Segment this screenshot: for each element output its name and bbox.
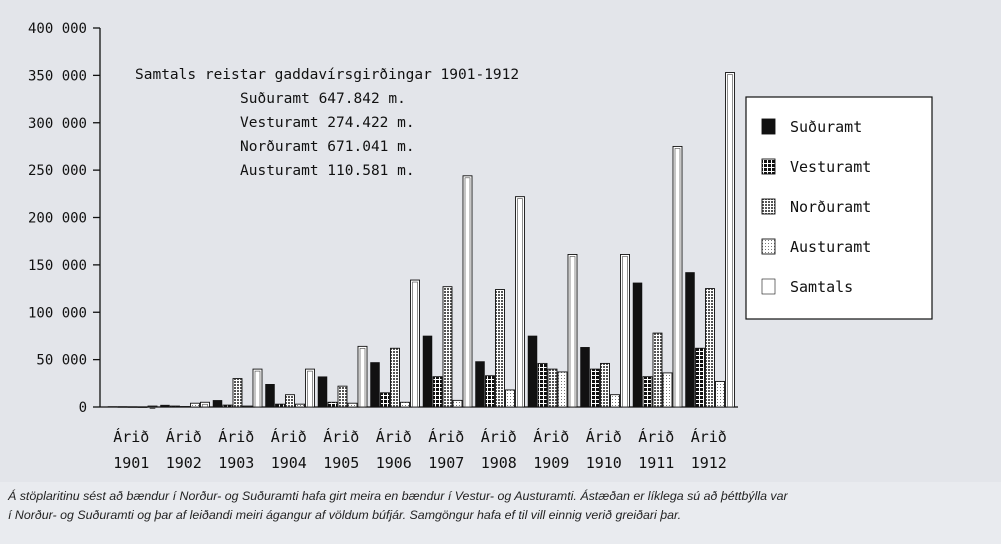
bar-austuramt-1904	[296, 404, 305, 407]
bar-norðuramt-1903	[233, 379, 242, 407]
legend-swatch-samtals	[762, 279, 775, 294]
bar-norðuramt-1905	[338, 386, 347, 407]
bar-samtals-1910	[621, 254, 630, 407]
bar-austuramt-1901	[138, 407, 147, 408]
figure-caption	[8, 487, 998, 525]
x-tick-label-year: 1908	[480, 454, 517, 472]
x-tick-label-prefix: Árið	[480, 428, 517, 446]
bar-suðuramt-1902	[161, 405, 170, 407]
bar-vesturamt-1905	[328, 402, 337, 407]
y-tick-label: 300 000	[27, 115, 87, 132]
legend-label: Suðuramt	[790, 118, 863, 136]
bar-suðuramt-1906	[371, 362, 380, 407]
legend-label: Vesturamt	[790, 158, 872, 176]
bar-suðuramt-1905	[318, 377, 327, 407]
x-tick-label-year: 1912	[690, 454, 727, 472]
chart-subtitle-line: Austuramt 110.581 m.	[240, 163, 415, 179]
chart-title: Samtals reistar gaddavírsgirðingar 1901-1912	[135, 67, 520, 83]
bar-samtals-1912	[726, 73, 735, 407]
bar-vesturamt-1909	[538, 363, 547, 407]
y-tick-label: 0	[78, 400, 87, 416]
bar-vesturamt-1906	[381, 393, 390, 407]
bar-samtals-1904	[306, 369, 315, 407]
bar-vesturamt-1908	[486, 376, 495, 407]
chart-subtitle-line: Vesturamt 274.422 m.	[240, 115, 415, 131]
bar-norðuramt-1909	[548, 369, 557, 407]
bar-norðuramt-1902	[181, 407, 190, 408]
bar-suðuramt-1911	[633, 283, 642, 407]
legend-swatch-norðuramt	[762, 199, 775, 214]
bar-vesturamt-1901	[118, 407, 127, 408]
bar-norðuramt-1901	[128, 407, 137, 408]
bar-vesturamt-1903	[223, 405, 232, 407]
bar-austuramt-1908	[506, 390, 515, 407]
x-tick-label-year: 1906	[375, 454, 412, 472]
bar-norðuramt-1904	[286, 395, 295, 407]
bar-suðuramt-1910	[581, 347, 590, 407]
bar-samtals-1909	[568, 254, 577, 407]
bar-samtals-1902	[201, 402, 210, 407]
y-tick-label: 50 000	[36, 352, 87, 369]
caption-line-2: í Norður- og Suðuramti og þar af leiðandi meiri ágangur af völdum búfjár. Samgöngur hafa ef til vill einnig verið greiðari þar.	[8, 508, 682, 522]
x-tick-label-year: 1901	[113, 454, 150, 472]
bar-norðuramt-1911	[653, 333, 662, 407]
x-tick-label-year: 1904	[270, 454, 307, 472]
x-tick-label-year: 1909	[533, 454, 570, 472]
x-tick-label-year: 1911	[638, 454, 675, 472]
bar-suðuramt-1908	[476, 362, 485, 407]
bar-samtals-1901	[148, 406, 157, 407]
legend-swatch-vesturamt	[762, 159, 775, 174]
bar-samtals-1906	[411, 280, 420, 407]
x-tick-label-year: 1903	[218, 454, 255, 472]
x-tick-label-year: 1905	[323, 454, 360, 472]
y-tick-label: 350 000	[27, 68, 87, 85]
bar-vesturamt-1910	[591, 369, 600, 407]
bar-samtals-1907	[463, 176, 472, 407]
bar-norðuramt-1912	[706, 289, 715, 407]
bar-vesturamt-1911	[643, 377, 652, 407]
y-tick-label: 150 000	[27, 257, 87, 274]
legend-label: Samtals	[790, 278, 854, 296]
bar-samtals-1903	[253, 369, 262, 407]
x-tick-label-prefix: Árið	[270, 428, 307, 446]
bar-austuramt-1909	[558, 372, 567, 407]
y-tick-label: 250 000	[27, 163, 87, 180]
y-tick-label: 400 000	[27, 21, 87, 37]
bar-samtals-1905	[358, 346, 367, 407]
x-tick-label-prefix: Árið	[533, 428, 570, 446]
x-tick-label-prefix: Árið	[638, 428, 675, 446]
x-tick-label-prefix: Árið	[690, 428, 727, 446]
bar-vesturamt-1907	[433, 377, 442, 407]
x-tick-label-prefix: Árið	[375, 428, 412, 446]
bar-norðuramt-1910	[601, 363, 610, 407]
bar-samtals-1908	[516, 197, 525, 407]
x-tick-label-prefix: Árið	[585, 428, 622, 446]
bar-austuramt-1905	[348, 403, 357, 407]
x-tick-label-year: 1907	[428, 454, 465, 472]
bar-suðuramt-1912	[686, 272, 695, 407]
caption-line-1: Á stöplaritinu sést að bændur í Norður- og Suðuramti hafa girt meira en bændur í Vestur- og Austuramti. Ástæðan er líklega sú að þéttbýlla var	[8, 489, 788, 503]
legend-swatch-austuramt	[762, 239, 775, 254]
bar-vesturamt-1912	[696, 348, 705, 407]
bar-norðuramt-1908	[496, 290, 505, 407]
chart-subtitle-line: Suðuramt 647.842 m.	[240, 91, 406, 107]
bar-vesturamt-1904	[276, 404, 285, 407]
x-tick-label-prefix: Árið	[428, 428, 465, 446]
x-tick-label-prefix: Árið	[323, 428, 360, 446]
bar-suðuramt-1907	[423, 336, 432, 407]
bar-inner-outline	[150, 408, 155, 409]
x-tick-label-prefix: Árið	[165, 428, 202, 446]
bar-austuramt-1902	[191, 403, 200, 407]
bar-austuramt-1906	[401, 402, 410, 407]
bar-austuramt-1912	[716, 381, 725, 407]
bar-norðuramt-1907	[443, 287, 452, 407]
chart-subtitle-line: Norðuramt 671.041 m.	[240, 139, 415, 155]
x-tick-label-year: 1902	[165, 454, 202, 472]
legend-label: Norðuramt	[790, 198, 872, 216]
bar-austuramt-1910	[611, 395, 620, 407]
bar-samtals-1911	[673, 146, 682, 407]
x-tick-label-prefix: Árið	[218, 428, 255, 446]
x-tick-label-prefix: Árið	[113, 428, 150, 446]
bar-austuramt-1911	[663, 373, 672, 407]
bar-suðuramt-1903	[213, 400, 222, 407]
bar-vesturamt-1902	[171, 406, 180, 407]
bar-austuramt-1903	[243, 406, 252, 407]
y-tick-label: 100 000	[27, 305, 87, 322]
x-tick-label-year: 1910	[585, 454, 622, 472]
legend-label: Austuramt	[790, 238, 872, 256]
bar-suðuramt-1904	[266, 384, 275, 407]
bar-suðuramt-1909	[528, 336, 537, 407]
legend-swatch-suðuramt	[762, 119, 775, 134]
bar-austuramt-1907	[453, 400, 462, 407]
bar-suðuramt-1901	[108, 407, 117, 408]
bar-norðuramt-1906	[391, 348, 400, 407]
y-tick-label: 200 000	[27, 210, 87, 227]
